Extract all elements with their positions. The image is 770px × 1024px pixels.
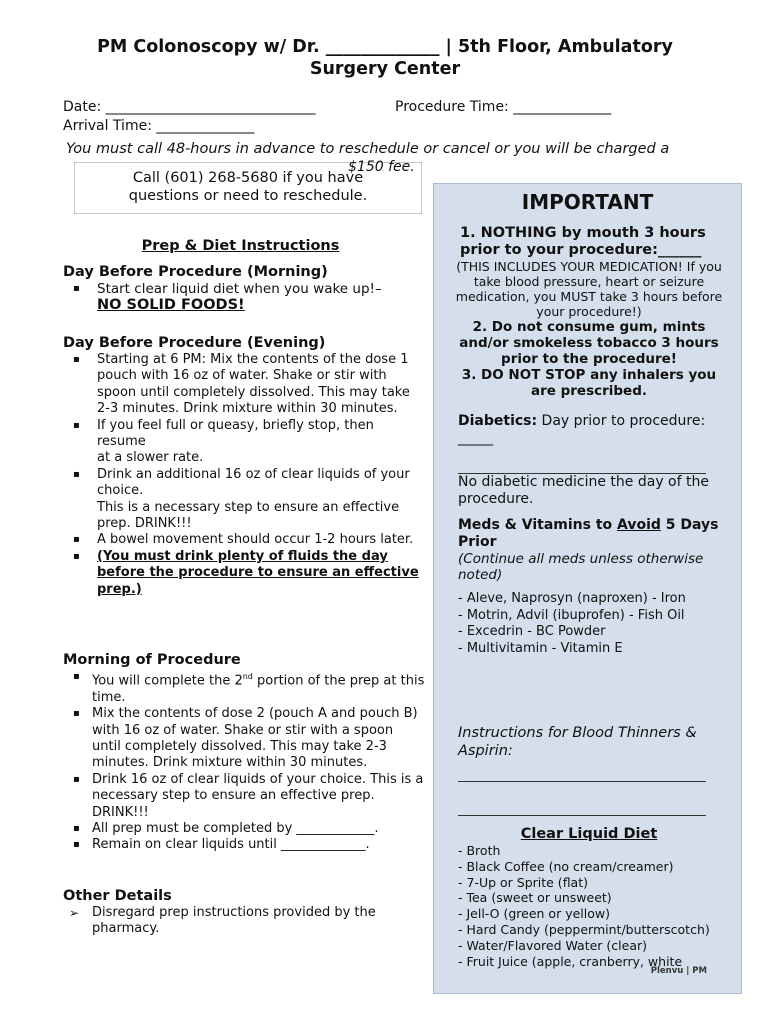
list-item-text: at a slower rate. bbox=[97, 450, 204, 466]
list-item bbox=[63, 467, 425, 533]
morning-heading: Day Before Procedure (Morning) bbox=[63, 264, 328, 280]
call-line-2: questions or need to reschedule. bbox=[128, 188, 368, 204]
meds-heading-text: Meds & Vitamins to bbox=[458, 517, 618, 533]
list-item-text: Disregard prep instructions provided by the pharmacy. bbox=[92, 905, 376, 937]
list-item: - Tea (sweet or unsweet) bbox=[458, 890, 612, 906]
day-heading: Morning of Procedure bbox=[63, 652, 241, 668]
list-item: - Broth bbox=[458, 843, 501, 858]
title-line-2: Surgery Center bbox=[309, 59, 461, 79]
meds-line: - Aleve, Naprosyn (naproxen) - Iron bbox=[458, 591, 686, 606]
important-heading: IMPORTANT bbox=[521, 190, 654, 214]
list-item bbox=[63, 281, 425, 314]
list-item: - Water/Flavored Water (clear) bbox=[458, 937, 647, 953]
clear-liquid-list bbox=[458, 843, 720, 969]
list-item-text: Starting at 6 PM: Mix the contents of the dose 1 pouch with 16 oz of water. Shake or stir with spoon until completely dissolved. This may take 2-3 minutes. Drink mixture within 30 minutes. bbox=[97, 352, 410, 417]
list-item-text: All prep must be completed by ____________. bbox=[92, 820, 379, 836]
list-item-text: Mix the contents of dose 2 (pouch A and pouch B) with 16 oz of water. Shake or stir with a spoon until completely dissolved. This may take 2-3 minutes. Drink mixture within 30 minutes. bbox=[92, 706, 418, 771]
list-item-text: portion of the prep at this time. bbox=[92, 673, 425, 705]
list-item-text: (You must drink plenty of fluids the day before the procedure to ensure an effective prep.) bbox=[97, 548, 419, 597]
meds-list bbox=[458, 591, 720, 657]
list-item bbox=[63, 352, 425, 418]
diabetics-block bbox=[458, 413, 720, 508]
diabetics-note: No diabetic medicine the day of the procedure. bbox=[458, 474, 709, 507]
call-line-1: Call (601) 268-5680 if you have bbox=[132, 170, 364, 186]
other-section bbox=[63, 887, 425, 938]
list-item bbox=[63, 905, 425, 938]
list-item bbox=[63, 821, 425, 837]
no-solid-foods: NO SOLID FOODS! bbox=[97, 297, 245, 314]
evening-section bbox=[63, 334, 425, 598]
meds-heading-text: 5 Days Prior bbox=[458, 517, 719, 550]
diabetics-text: Day prior to procedure: _____ bbox=[458, 413, 706, 446]
list-item bbox=[63, 837, 425, 853]
list-item-text: You will complete the 2 bbox=[92, 673, 243, 689]
meds-block bbox=[458, 517, 720, 657]
fee-text: $150 fee. bbox=[348, 159, 415, 175]
procedure-time-field[interactable]: Procedure Time: ______________ bbox=[395, 99, 612, 115]
procedure-morning-section bbox=[63, 651, 425, 854]
blank-line bbox=[458, 815, 706, 816]
rule-3: 3. DO NOT STOP any inhalers you are prescribed. bbox=[461, 367, 717, 399]
morning-item-text: Start clear liquid diet when you wake up!– bbox=[97, 281, 382, 297]
meds-note: (Continue all meds unless otherwise noted) bbox=[458, 551, 704, 583]
blood-thinners-block bbox=[458, 724, 720, 816]
superscript: nd bbox=[242, 672, 253, 681]
meds-heading-avoid: Avoid bbox=[617, 517, 661, 533]
list-item bbox=[63, 706, 425, 772]
important-panel bbox=[433, 183, 742, 994]
footer-label: Plenvu | PM bbox=[650, 966, 707, 976]
blank-line bbox=[458, 781, 706, 782]
list-item bbox=[63, 772, 425, 821]
thinners-heading: Instructions for Blood Thinners & Aspirin: bbox=[458, 725, 697, 759]
rule-1: 1. NOTHING by mouth 3 hours prior to your procedure:______ bbox=[460, 225, 706, 258]
clear-liquid-block bbox=[458, 826, 720, 969]
prep-title: Prep & Diet Instructions bbox=[141, 238, 340, 254]
list-item bbox=[63, 418, 425, 467]
list-item-text: A bowel movement should occur 1-2 hours later. bbox=[97, 532, 414, 548]
list-item: - 7-Up or Sprite (flat) bbox=[458, 874, 588, 890]
nothing-by-mouth-block bbox=[454, 225, 724, 399]
morning-section bbox=[63, 263, 425, 314]
clear-liquid-heading: Clear Liquid Diet bbox=[520, 826, 658, 842]
list-item: - Fruit Juice (apple, cranberry, white bbox=[458, 953, 683, 969]
meds-line: - Motrin, Advil (ibuprofen) - Fish Oil bbox=[458, 607, 685, 623]
list-item-text: Remain on clear liquids until _____________. bbox=[92, 837, 370, 853]
other-heading: Other Details bbox=[63, 888, 172, 904]
list-item-text: Drink 16 oz of clear liquids of your choice. This is a necessary step to ensure an effective prep. DRINK!!! bbox=[92, 771, 424, 820]
list-item bbox=[63, 549, 425, 598]
list-item: - Black Coffee (no cream/creamer) bbox=[458, 858, 674, 874]
document-title bbox=[40, 36, 730, 80]
list-item: - Jell-O (green or yellow) bbox=[458, 906, 610, 922]
list-item-text: Drink an additional 16 oz of clear liquids of your choice. bbox=[97, 466, 410, 499]
title-line-1: PM Colonoscopy w/ Dr. _____________ | 5th Floor, Ambulatory bbox=[97, 37, 673, 57]
meds-line: - Excedrin - BC Powder bbox=[458, 624, 606, 639]
cancellation-warning: You must call 48-hours in advance to reschedule or cancel or you will be charged a bbox=[66, 141, 670, 157]
list-item bbox=[63, 669, 425, 706]
diabetics-label: Diabetics: bbox=[458, 413, 538, 429]
meds-line: - Multivitamin - Vitamin E bbox=[458, 640, 623, 656]
list-item bbox=[63, 532, 425, 548]
list-item: - Hard Candy (peppermint/butterscotch) bbox=[458, 921, 710, 937]
list-item-text: If you feel full or queasy, briefly stop, then resume bbox=[97, 417, 374, 450]
date-field[interactable]: Date: ______________________________ bbox=[63, 99, 316, 115]
evening-heading: Day Before Procedure (Evening) bbox=[63, 335, 326, 351]
list-item-text: This is a necessary step to ensure an effective prep. DRINK!!! bbox=[97, 499, 400, 532]
meds-heading bbox=[458, 517, 720, 551]
rule-2: 2. Do not consume gum, mints and/or smokeless tobacco 3 hours prior to the procedure! bbox=[459, 319, 719, 367]
rule-1-note: (THIS INCLUDES YOUR MEDICATION! If you take blood pressure, heart or seizure medication, you MUST take 3 hours before your procedure!) bbox=[455, 259, 723, 319]
arrival-time-field[interactable]: Arrival Time: ______________ bbox=[63, 118, 255, 134]
